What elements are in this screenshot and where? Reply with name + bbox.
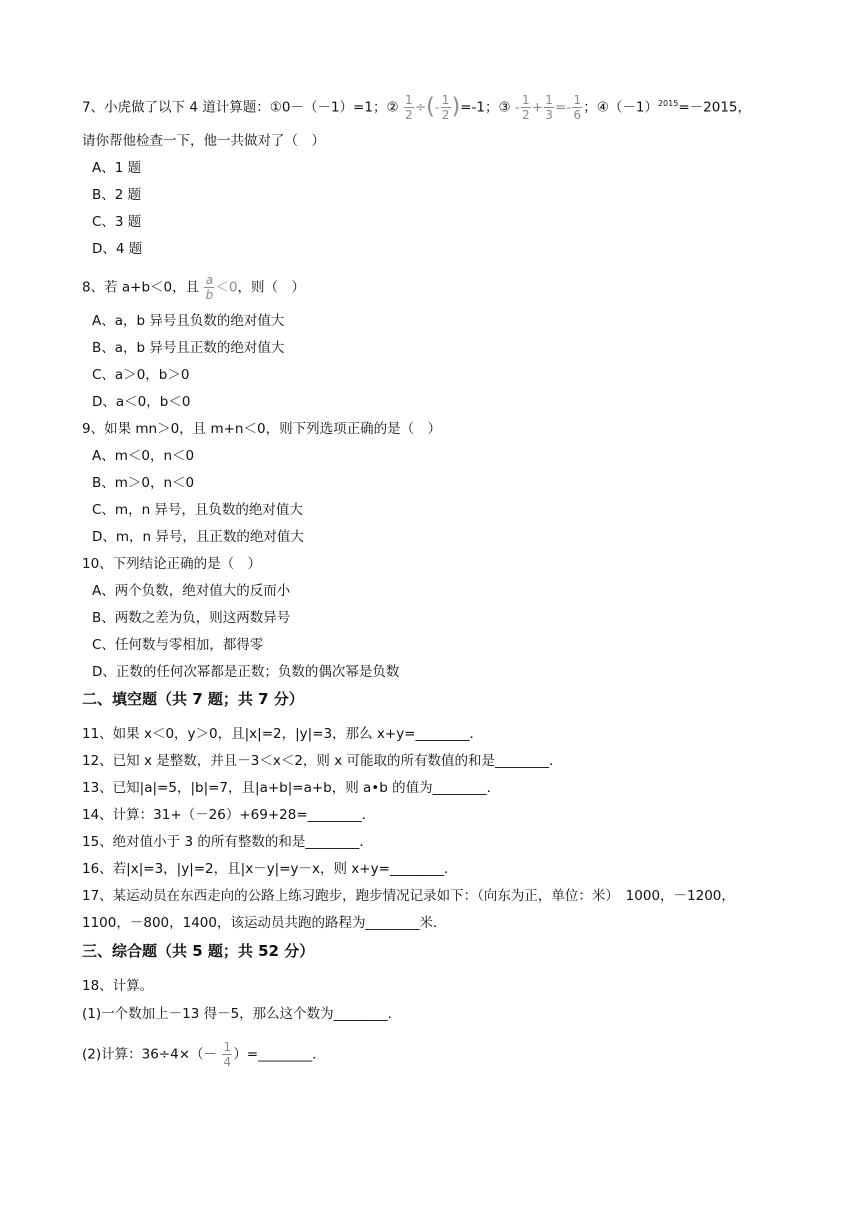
q10-option-c: C、任何数与零相加，都得零	[92, 637, 264, 653]
q7-plus-sign: +	[531, 99, 544, 116]
q7-frac-half-3: $\frac{1}{2}$	[521, 93, 530, 122]
q7-frac-half-1: $\frac{1}{2}$	[405, 93, 413, 122]
q7-option-b: B、2 题	[92, 187, 142, 203]
q7-frac-half-2: $\frac{1}{2}$	[441, 93, 450, 122]
q7-exponent: 2015	[657, 99, 679, 108]
q7-left-paren: (	[426, 94, 435, 120]
q8-option-c: C、a＞0，b＞0	[92, 367, 190, 383]
question-17-line2: 1100，－800，1400，该运动员共跑的路程为________米．	[82, 915, 447, 931]
question-18: 18、计算。	[82, 978, 154, 994]
q7-div-sign: ÷	[414, 99, 427, 116]
q8-stem-tail: ，则（ ）	[237, 279, 306, 296]
question-15: 15、绝对值小于 3 的所有整数的和是________．	[82, 834, 373, 850]
q10-option-a: A、两个负数，绝对值大的反而小	[92, 583, 291, 599]
q18-2-text-b: ）=________．	[233, 1046, 326, 1063]
question-18-part-1: (1)一个数加上－13 得－5，那么这个数为________．	[82, 1006, 402, 1022]
q7-option-d: D、4 题	[92, 241, 143, 257]
question-10-stem: 10、下列结论正确的是（ ）	[82, 556, 262, 572]
question-14: 14、计算：31+（－26）+69+28=________．	[82, 807, 376, 823]
q7-tail-text: =－2015，	[678, 99, 751, 116]
question-12: 12、已知 x 是整数，并且－3＜x＜2，则 x 可能取的所有数值的和是________．	[82, 753, 563, 769]
question-16: 16、若|x|=3，|y|=2，且|x－y|=y－x，则 x+y=________．	[82, 861, 458, 877]
q8-option-a: A、a，b 异号且负数的绝对值大	[92, 313, 285, 329]
q10-option-d: D、正数的任何次幂都是正数；负数的偶次幂是负数	[92, 664, 400, 680]
q18-2-text-a: (2)计算：36÷4×（－	[82, 1046, 218, 1063]
q8-option-b: B、a，b 异号且正数的绝对值大	[92, 340, 285, 356]
q9-option-b: B、m＞0，n＜0	[92, 475, 195, 491]
q7-option-a: A、1 题	[92, 160, 142, 176]
question-9-stem: 9、如果 mn＞0，且 m+n＜0，则下列选项正确的是（ ）	[82, 421, 442, 437]
q9-option-d: D、m，n 异号，且正数的绝对值大	[92, 529, 304, 545]
q8-frac-a-over-b: $\frac{a}{b}$	[205, 273, 214, 302]
q7-sep-text: ；④（－1）	[583, 99, 658, 116]
section-2-heading: 二、填空题（共 7 题；共 7 分）	[82, 690, 304, 708]
q9-option-a: A、m＜0，n＜0	[92, 448, 195, 464]
q7-minus-sign-2: -	[514, 99, 520, 116]
q10-option-b: B、两数之差为负，则这两数异号	[92, 610, 291, 626]
q7-stem-text: 7、小虎做了以下 4 道计算题：①0－（－1）=1；②	[82, 99, 399, 116]
q8-frac-relation: ＜0	[215, 279, 238, 296]
question-8-stem	[82, 274, 305, 301]
question-7-stem-line1	[82, 94, 751, 121]
question-7-stem-line2: 请你帮他检查一下，他一共做对了（ ）	[82, 133, 325, 149]
q7-eq2-text: =-	[555, 99, 572, 116]
question-17-line1: 17、某运动员在东西走向的公路上练习跑步，跑步情况记录如下：（向东为正，单位：米） 1000，－1200，	[82, 888, 735, 904]
q7-option-c: C、3 题	[92, 214, 142, 230]
section-3-heading: 三、综合题（共 5 题；共 52 分）	[82, 942, 315, 960]
q9-option-c: C、m，n 异号，且负数的绝对值大	[92, 502, 303, 518]
q7-minus-sign: -	[434, 99, 440, 116]
q7-frac-sixth: $\frac{1}{6}$	[573, 93, 582, 122]
q8-option-d: D、a＜0，b＜0	[92, 394, 191, 410]
question-18-part-2	[82, 1041, 326, 1068]
q7-eq-text: =-1；③	[460, 99, 511, 116]
q18-2-frac-quarter: $\frac{1}{4}$	[223, 1040, 232, 1069]
q8-stem-text: 8、若 a+b＜0，且	[82, 279, 200, 296]
q7-frac-third: $\frac{1}{3}$	[545, 93, 553, 122]
question-13: 13、已知|a|=5，|b|=7，且|a+b|=a+b，则 a•b 的值为________．	[82, 780, 501, 796]
question-11: 11、如果 x＜0，y＞0，且|x|=2，|y|=3，那么 x+y=________．	[82, 726, 483, 742]
q7-right-paren: )	[451, 94, 461, 120]
